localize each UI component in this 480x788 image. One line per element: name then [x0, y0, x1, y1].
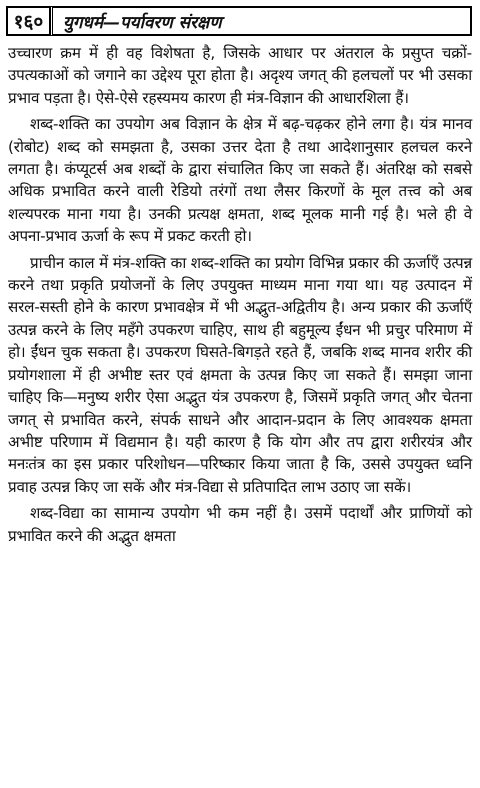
paragraph: शब्द-विद्या का सामान्य उपयोग भी कम नहीं है। उसमें पदार्थों और प्राणियों को प्रभावित करने की अद्भुत क्षमता — [8, 504, 472, 545]
paragraph: उच्चारण क्रम में ही वह विशेषता है, जिसके आधार पर अंतराल के प्रसुप्त चक्रों-उपत्यकाओं को जगाने का उद्देश्य पूरा होता है। अदृश्य जगत् की हलचलों पर भी उसका प्रभाव पड़ता है। ऐसे-ऐसे रहस्यमय कारण ही मंत्र-विज्ञान की आधारशिला हैं। — [8, 44, 472, 107]
page-header — [6, 6, 472, 36]
paragraph: प्राचीन काल में मंत्र-शक्ति का शब्द-शक्ति का प्रयोग विभिन्न प्रकार की ऊर्जाएँ उत्पन्न करने तथा प्रकृति प्रयोजनों के लिए उपयुक्त माध्यम माना गया था। यह उत्पादन में सरल-सस्ती होने के कारण प्रभावक्षेत्र में भी अद्भुत-अद्वितीय है। अन्य प्रकार की ऊर्जाएँ उत्पन्न करने के लिए महँगे उपकरण चाहिए, साथ ही बहुमूल्य ईंधन भी प्रचुर परिमाण में हो। ईंधन चुक सकता है। उपकरण घिसते-बिगड़ते रहते हैं, जबकि शब्द मानव शरीर की प्रयोगशाला में ही अभीष्ट स्तर एवं क्षमता के उत्पन्न किए जा सकते हैं। समझा जाना चाहिए कि—मनुष्य शरीर ऐसा अद्भुत यंत्र उपकरण है, जिसमें प्रकृति जगत् और चेतना जगत् से प्रभावित करने, संपर्क साधने और आदान-प्रदान के लिए आवश्यक क्षमता अभीष्ट परिणाम में विद्यमान है। यही कारण है कि योग और तप द्वारा शरीरयंत्र और मनःतंत्र का इस प्रकार परिशोधन—परिष्कार किया जाता है कि, उससे उपयुक्त ध्वनि प्रवाह उत्पन्न किए जा सकें और मंत्र-विद्या से प्रतिपादित लाभ उठाए जा सकें। — [8, 253, 472, 496]
body-text — [8, 42, 472, 551]
paragraph: शब्द-शक्ति का उपयोग अब विज्ञान के क्षेत्र में बढ़-चढ़कर होने लगा है। यंत्र मानव (रोबोट) शब्द को समझता है, उसका उत्तर देता है तथा आदेशानुसार हलचल करने लगता है। कंप्यूटर्स अब शब्दों के द्वारा संचालित किए जा सकते हैं। अंतरिक्ष को सबसे अधिक प्रभावित करने वाली रेडियो तरंगों तथा लैसर किरणों के मूल तत्त्व को अब शल्यपरक माना गया है। उनकी प्रत्यक्ष क्षमता, शब्द मूलक मानी गई है। भले ही वे अपना-प्रभाव ऊर्जा के रूप में प्रकट करती हो। — [8, 115, 472, 246]
running-title: युगधर्म—पर्यावरण संरक्षण — [50, 6, 472, 36]
page-number: १६० — [6, 6, 50, 36]
